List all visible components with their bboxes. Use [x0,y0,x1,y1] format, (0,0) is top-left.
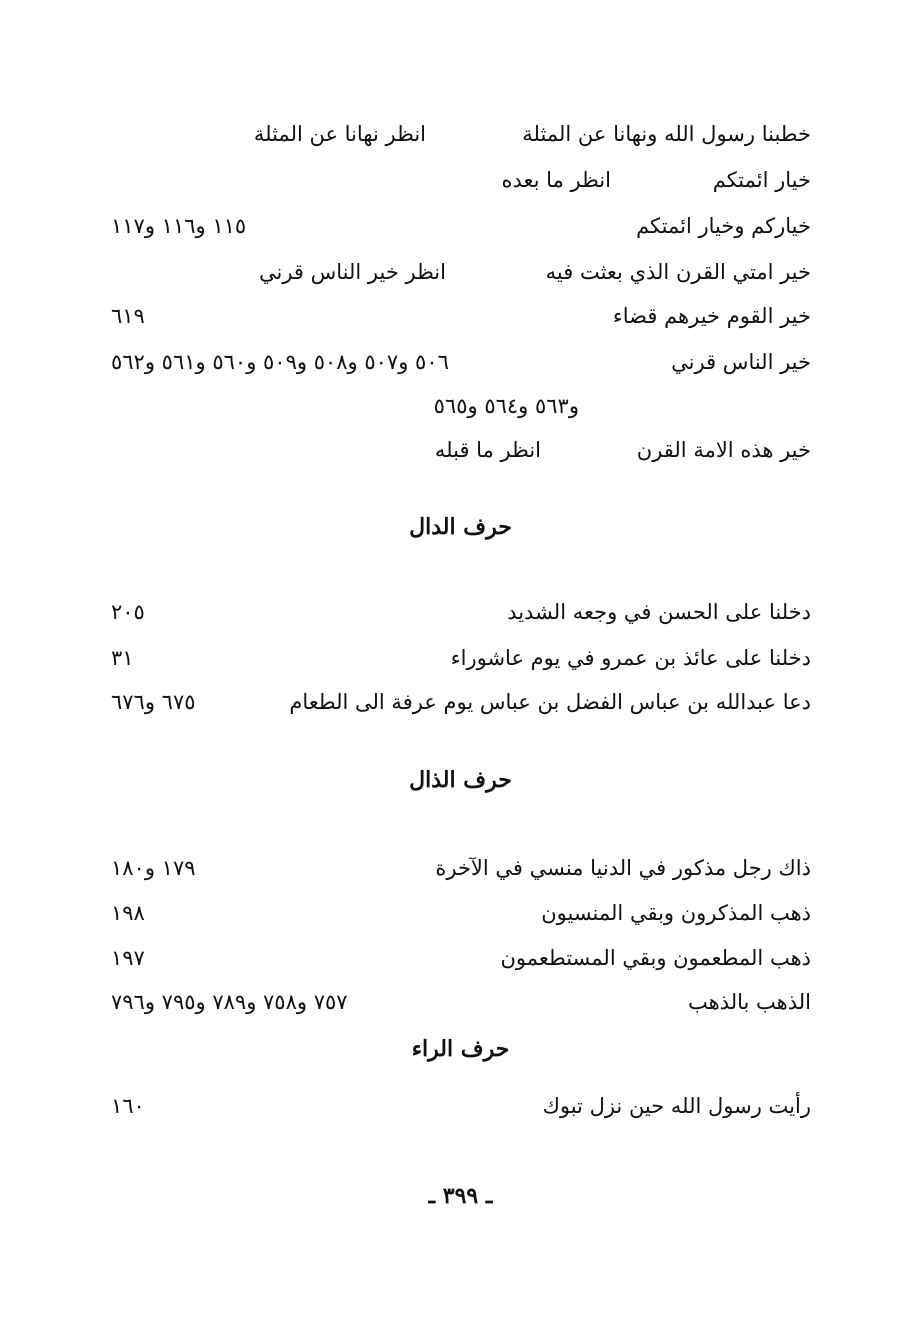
index-entry [111,938,811,978]
page-number: ـ ٣٩٩ ـ [428,1183,493,1209]
index-entry [111,296,811,336]
entry-text: دخلنا على عائذ بن عمرو في يوم عاشوراء [450,646,811,670]
entry-reference: ١٦٠ [111,1094,145,1118]
index-entry [111,638,811,678]
index-entry [111,342,811,382]
entry-reference: انظر نهانا عن المثلة [253,122,426,146]
entry-text: ذهب المطعمون وبقي المستطعمون [500,946,811,970]
entry-text: ذهب المذكرون وبقي المنسيون [541,901,811,925]
section-heading: حرف الراء [411,1036,510,1062]
entry-reference: ٧٥٧ و٧٥٨ و٧٨٩ و٧٩٥ و٧٩٦ [111,990,348,1014]
entry-reference: انظر ما قبله [434,438,541,462]
index-entry-continuation [111,386,811,426]
section-heading: حرف الذال [409,767,512,793]
entry-reference: ٣١ [111,646,134,670]
entry-reference: ٥٠٦ و٥٠٧ و٥٠٨ و٥٠٩ و٥٦٠ و٥٦١ و٥٦٢ [111,350,449,374]
entry-reference: ٦١٩ [111,304,145,328]
index-entry [111,430,811,470]
entry-text: دخلنا على الحسن في وجعه الشديد [507,600,811,624]
entry-text: خير الناس قرني [671,350,811,374]
index-entry [111,893,811,933]
entry-reference: ٦٧٥ و٦٧٦ [111,690,196,714]
entry-reference: ١١٥ و١١٦ و١١٧ [111,214,247,238]
section-heading: حرف الدال [409,514,512,540]
index-entry [111,252,811,292]
index-entry [111,114,811,154]
entry-reference: ٢٠٥ [111,600,145,624]
entry-text: خطبنا رسول الله ونهانا عن المثلة [522,122,811,146]
entry-text: خير هذه الامة القرن [636,438,811,462]
entry-reference: انظر خير الناس قرني [258,260,446,284]
index-entry [111,982,811,1022]
index-entry [111,682,811,722]
entry-reference: ١٩٨ [111,901,145,925]
entry-reference: ١٩٧ [111,946,145,970]
index-entry [111,848,811,888]
entry-text: خيار ائمتكم [712,168,811,192]
entry-reference: و٥٦٣ و٥٦٤ و٥٦٥ [433,394,579,418]
entry-text: خير امتي القرن الذي بعثت فيه [545,260,811,284]
index-entry [111,206,811,246]
entry-text: دعا عبدالله بن عباس الفضل بن عباس يوم عرفة الى الطعام [289,690,811,714]
entry-text: خير القوم خيرهم قضاء [612,304,811,328]
entry-text: رأيت رسول الله حين نزل تبوك [542,1094,811,1118]
index-entry [111,592,811,632]
entry-text: ذاك رجل مذكور في الدنيا منسي في الآخرة [435,856,811,880]
entry-reference: ١٧٩ و١٨٠ [111,856,196,880]
entry-text: خياركم وخيار ائمتكم [636,214,811,238]
index-entry [111,1086,811,1126]
entry-reference: انظر ما بعده [501,168,611,192]
index-entry [111,160,811,200]
entry-text: الذهب بالذهب [688,990,811,1014]
